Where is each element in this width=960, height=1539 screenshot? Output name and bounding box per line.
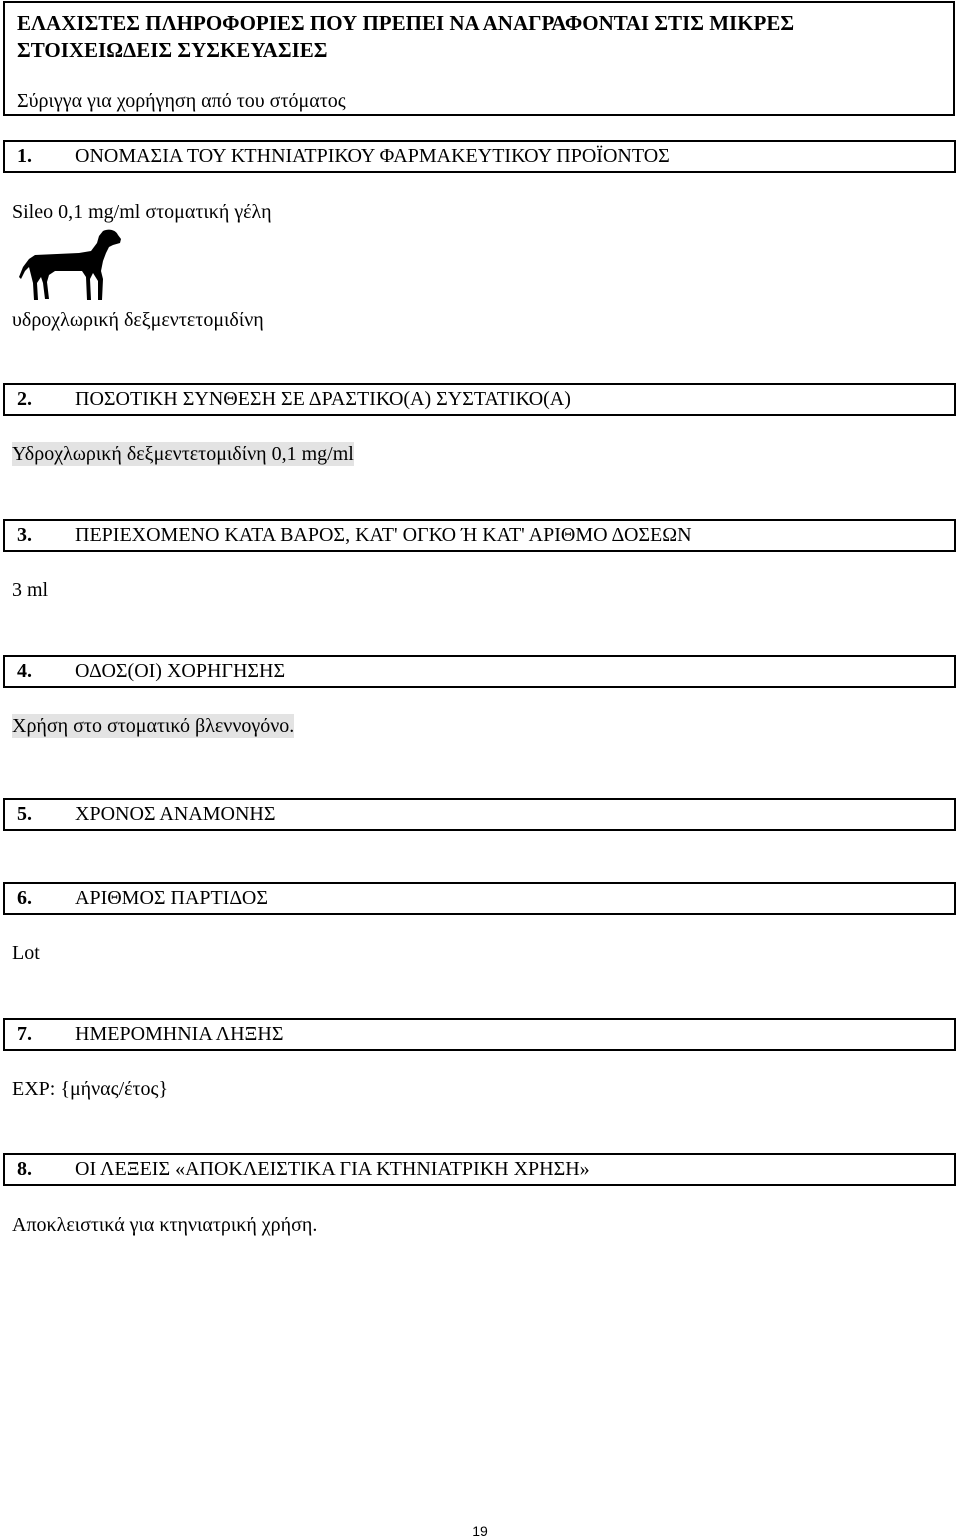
section-title: ΑΡΙΘΜΟΣ ΠΑΡΤΙΔΟΣ — [75, 887, 269, 909]
section-number: 4. — [17, 660, 32, 682]
route-of-administration: Χρήση στο στοματικό βλεννογόνο. — [12, 715, 295, 737]
section-6-header — [3, 882, 956, 915]
expiry-text: EXP: {μήνας/έτος} — [12, 1078, 169, 1100]
section-number: 5. — [17, 803, 32, 825]
section-title: ΠΟΣΟΤΙΚΗ ΣΥΝΘΕΣΗ ΣΕ ΔΡΑΣΤΙΚΟ(Α) ΣΥΣΤΑΤΙΚΟ(Α) — [75, 388, 571, 410]
section-1-header — [3, 140, 956, 173]
section-title: ΟΝΟΜΑΣΙΑ ΤΟΥ ΚΤΗΝΙΑΤΡΙΚΟΥ ΦΑΡΜΑΚΕΥΤΙΚΟΥ ΠΡΟΪΟΝΤΟΣ — [75, 145, 670, 167]
document-subtitle: Σύριγγα για χορήγηση από του στόματος — [17, 90, 346, 112]
composition-text: Υδροχλωρική δεξμεντετομιδίνη 0,1 mg/ml — [12, 443, 354, 465]
section-5-header — [3, 798, 956, 831]
dog-icon — [17, 227, 123, 303]
section-title: ΟΙ ΛΕΞΕΙΣ «ΑΠΟΚΛΕΙΣΤΙΚΑ ΓΙΑ ΚΤΗΝΙΑΤΡΙΚΗ ΧΡΗΣΗ» — [75, 1158, 590, 1180]
section-number: 3. — [17, 524, 32, 546]
product-name: Sileo 0,1 mg/ml στοματική γέλη — [12, 201, 272, 223]
veterinary-use-text: Αποκλειστικά για κτηνιατρική χρήση. — [12, 1214, 318, 1236]
document-title: ΕΛΑΧΙΣΤΕΣ ΠΛΗΡΟΦΟΡΙΕΣ ΠΟΥ ΠΡΕΠΕΙ ΝΑ ΑΝΑΓΡΑΦΟΝΤΑΙ ΣΤΙΣ ΜΙΚΡΕΣ ΣΤΟΙΧΕΙΩΔΕΙΣ ΣΥΣΚΕΥΑΣΙΕΣ — [17, 11, 795, 62]
active-substance-name: υδροχλωρική δεξμεντετομιδίνη — [12, 309, 264, 331]
section-number: 2. — [17, 388, 32, 410]
section-number: 1. — [17, 145, 32, 167]
section-title: ΗΜΕΡΟΜΗΝΙΑ ΛΗΞΗΣ — [75, 1023, 284, 1045]
section-number: 7. — [17, 1023, 32, 1045]
section-4-header — [3, 655, 956, 688]
section-number: 6. — [17, 887, 32, 909]
lot-text: Lot — [12, 942, 40, 964]
section-title: ΧΡΟΝΟΣ ΑΝΑΜΟΝΗΣ — [75, 803, 276, 825]
section-title: ΠΕΡΙΕΧΟΜΕΝΟ ΚΑΤΑ ΒΑΡΟΣ, ΚΑΤ' ΟΓΚΟ Ή ΚΑΤ' ΑΡΙΘΜΟ ΔΟΣΕΩΝ — [75, 524, 692, 546]
section-number: 8. — [17, 1158, 32, 1180]
section-8-header — [3, 1153, 956, 1186]
content-volume: 3 ml — [12, 579, 49, 601]
section-7-header — [3, 1018, 956, 1051]
section-title: ΟΔΟΣ(ΟΙ) ΧΟΡΗΓΗΣΗΣ — [75, 660, 286, 682]
section-2-header — [3, 383, 956, 416]
section-3-header — [3, 519, 956, 552]
header-box — [3, 1, 955, 116]
page-number: 19 — [472, 1523, 488, 1539]
